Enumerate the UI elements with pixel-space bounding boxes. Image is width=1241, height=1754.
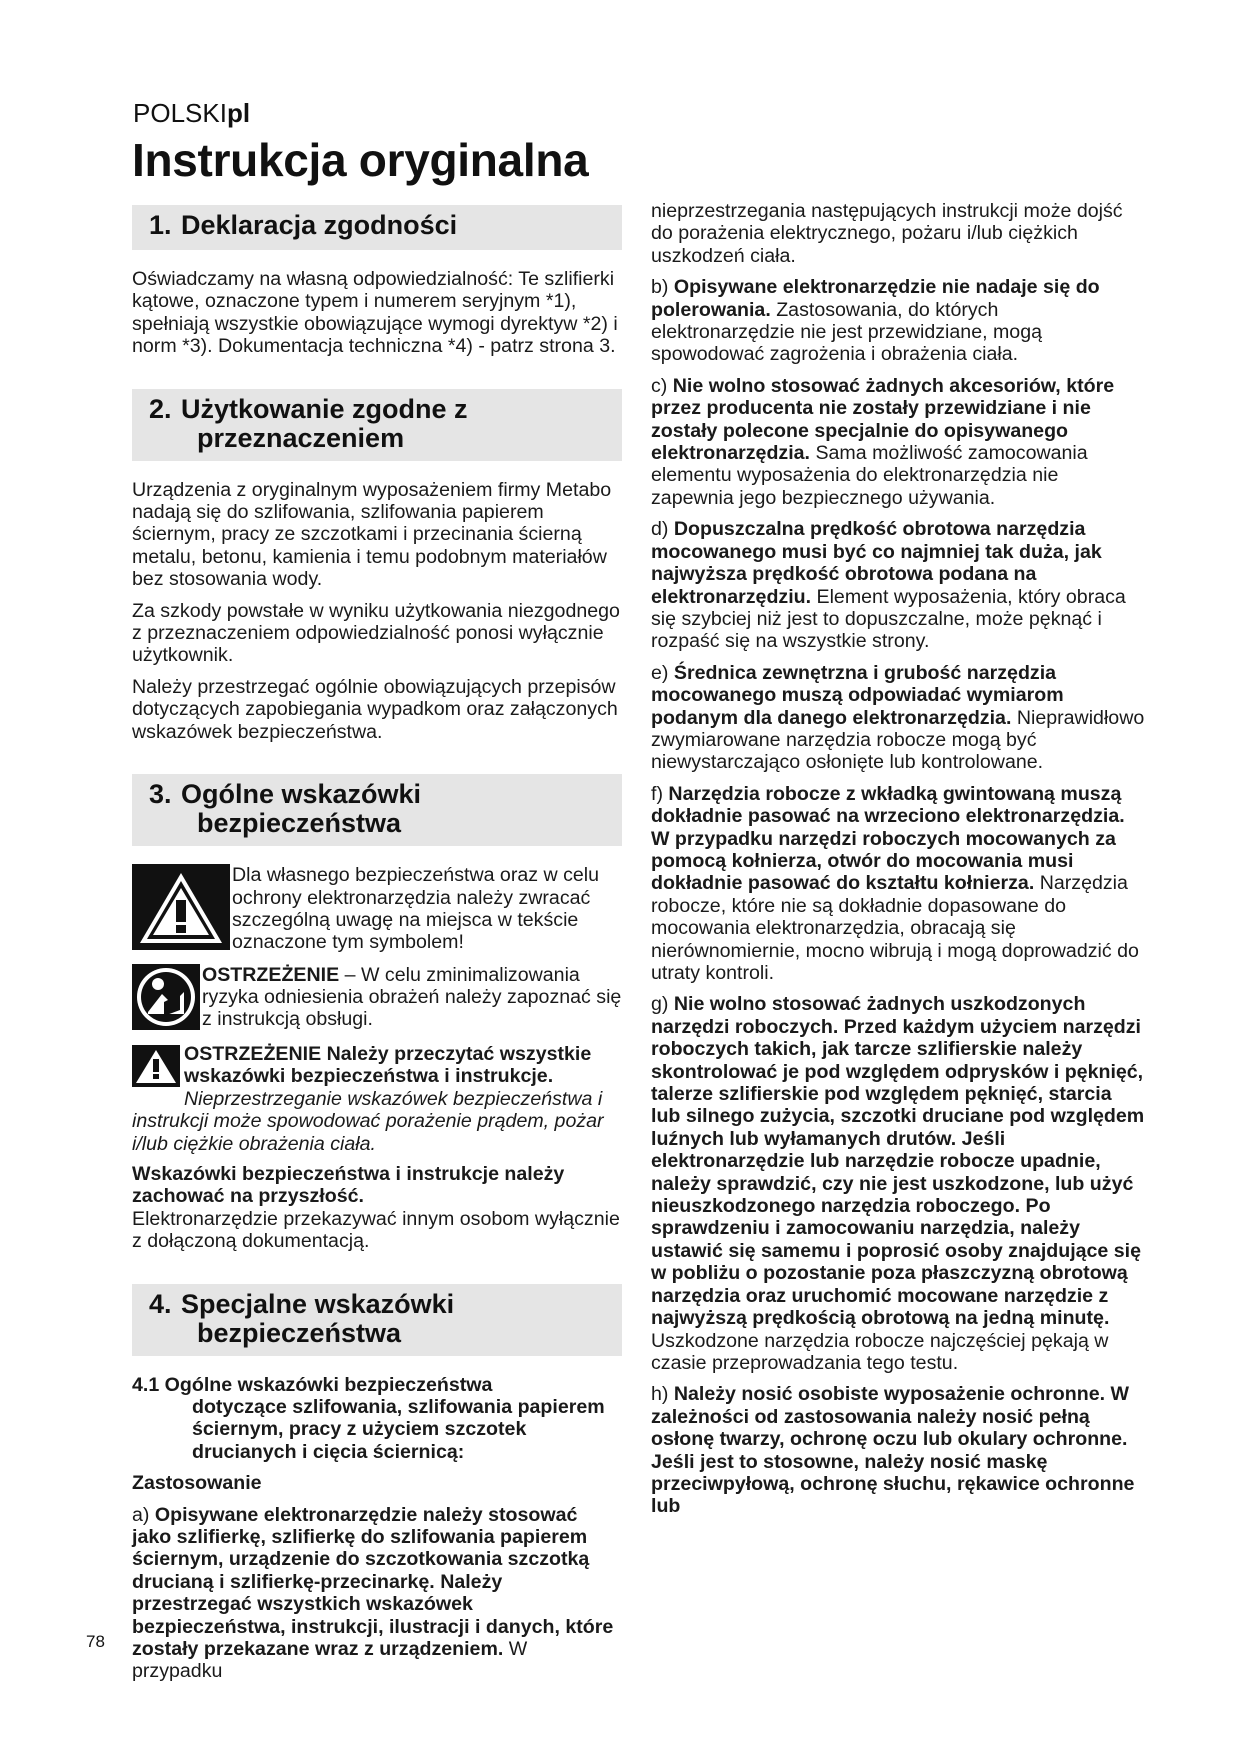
item-d: d) Dopuszczalna prędkość obrotowa narzędzia mocowanego musi być co najmniej tak duża, jak najwyższa prędkość obrotowa podana na elektronarzędziu. Element wyposażenia, który obraca się szybciej niż jest to dopuszczalne, może pęknąć i rozpaść się na wszystkie strony. bbox=[651, 518, 1126, 653]
item-f: f) Narzędzia robocze z wkładką gwintowaną muszą dokładnie pasować na wrzeciono elektronarzędzia. W przypadku narzędzi roboczych mocowanych za pomocą kołnierza, otwór do mocowania musi dokładnie pasować do kształtu kołnierza. Narzędzia robocze, które nie są dokładnie dopasowane do mocowania elektronarzędzia, obracają się nierównomiernie, mocno wibrują i mogą doprowadzić do utraty kontroli. bbox=[651, 782, 1139, 984]
read-manual-warning bbox=[132, 964, 622, 1035]
item-a: a) Opisywane elektronarzędzie należy stosować jako szlifierkę, szlifierkę do szlifowania papierem ściernym, urządzenie do szczotkowania szczotką drucianą i szlifierkę-przecinarkę. Należy przestrzegać wszystkich wskazówek bezpieczeństwa, instrukcji, ilustracji i danych, które zostały przekazane wraz z urządzeniem. W przypadku bbox=[132, 1503, 614, 1683]
subsection-heading-4-1: 4.1 Ogólne wskazówki bezpieczeństwa dotyczące szlifowania, szlifowania papierem ściernym, pracy z użyciem szczotek drucianych i cięcia ściernicą: bbox=[132, 1373, 605, 1463]
section-number: 4. bbox=[149, 1288, 172, 1319]
declaration-paragraph: Oświadczamy na własną odpowiedzialność: Te szlifierki kątowe, oznaczone typem i numerem seryjnym *1), spełniają wszystkie obowiązujące wymogi dyrektyw *2) i norm *3). Dokumentacja techniczna *4) - patrz strona 3. bbox=[132, 268, 618, 358]
item-b: b) Opisywane elektronarzędzie nie nadaje się do polerowania. Zastosowania, do których elektronarzędzie nie jest przewidziane, mogą spowodować zagrożenia i obrażenia ciała. bbox=[651, 276, 1100, 366]
read-manual-text: OSTRZEŻENIE – W celu zminimalizowania ryzyka odniesienia obrażeń należy zapoznać się z instrukcją obsługi. bbox=[202, 963, 622, 1031]
document-title: Instrukcja oryginalna bbox=[132, 134, 589, 186]
warning-symbol-note bbox=[132, 864, 622, 955]
section-title: Specjalne wskazówki bbox=[181, 1288, 455, 1319]
language-code: pl bbox=[226, 98, 251, 128]
section-heading-4 bbox=[132, 1284, 622, 1356]
liability-paragraph: Za szkody powstałe w wyniku użytkowania niezgodnego z przeznaczeniem odpowiedzialność ponosi wyłącznie użytkownik. bbox=[132, 599, 620, 667]
section-number: 1. bbox=[149, 210, 172, 240]
read-manual-icon bbox=[132, 964, 200, 1035]
regulations-paragraph: Należy przestrzegać ogólnie obowiązujących przepisów dotyczących zapobiegania wypadkom oraz załączonych wskazówek bezpieczeństwa. bbox=[132, 675, 618, 743]
application-heading: Zastosowanie bbox=[132, 1472, 262, 1495]
section-title-continued: bezpieczeństwa bbox=[197, 1317, 402, 1348]
small-warning-icon bbox=[132, 1045, 180, 1092]
warning-symbol-text: Dla własnego bezpieczeństwa oraz w celu ochrony elektronarzędzia należy zwracać szczególną uwagę na miejsca w tekście oznaczone tym symbolem! bbox=[232, 864, 600, 954]
section-title: Deklaracja zgodności bbox=[181, 210, 458, 240]
read-instructions-text: OSTRZEŻENIE Należy przeczytać wszystkie wskazówki bezpieczeństwa i instrukcje. Nieprzestrzeganie wskazówek bezpieczeństwa i instrukcji może spowodować porażenie prądem, pożar i/lub ciężkie obrażenia ciała. bbox=[132, 1042, 604, 1155]
section-title-continued: bezpieczeństwa bbox=[197, 808, 402, 839]
section-heading-2 bbox=[132, 389, 622, 461]
item-e: e) Średnica zewnętrzna i grubość narzędzia mocowanego muszą odpowiadać wymiarom podanym dla danego elektronarzędzia. Nieprawidłowo zwymiarowane narzędzia robocze mogą być niewystarczająco osłonięte lub kontrolowane. bbox=[651, 661, 1145, 774]
section-heading-1 bbox=[132, 205, 622, 250]
section-title: Ogólne wskazówki bbox=[181, 779, 422, 810]
warning-triangle-icon bbox=[132, 864, 230, 955]
section-number: 3. bbox=[149, 779, 172, 810]
intended-use-paragraph: Urządzenia z oryginalnym wyposażeniem firmy Metabo nadają się do szlifowania, szlifowania papierem ściernym, pracy ze szczotkami i przecinania ścierną metalu, betonu, kamienia i temu podobnym materiałów bez stosowania wody. bbox=[132, 478, 612, 591]
item-h: h) Należy nosić osobiste wyposażenie ochronne. W zależności od zastosowania należy nosić pełną osłonę twarzy, ochronę oczu lub okulary ochronne. Jeśli jest to stosowne, należy nosić maskę przeciwpyłową, ochronę słuchu, rękawice ochronne lub bbox=[651, 1383, 1135, 1518]
left-column bbox=[132, 205, 622, 1692]
item-c: c) Nie wolno stosować żadnych akcesoriów, które przez producenta nie zostały przewidziane i nie zostały polecone specjalnie do opisywanego elektronarzędzia. Sama możliwość zamocowania elementu wyposażenia do elektronarzędzia nie zapewnia jego bezpiecznego używania. bbox=[651, 374, 1115, 509]
page-number: 78 bbox=[86, 1632, 105, 1651]
section-title: Użytkowanie zgodne z bbox=[181, 393, 468, 424]
right-column bbox=[651, 200, 1146, 1527]
keep-instructions-paragraph: Wskazówki bezpieczeństwa i instrukcje należy zachować na przyszłość. Elektronarzędzie przekazywać innym osobom wyłącznie z dołączoną dokumentacją. bbox=[132, 1162, 620, 1253]
language-name: POLSKI bbox=[133, 98, 227, 128]
section-title-continued: przeznaczeniem bbox=[197, 422, 405, 453]
continued-paragraph: nieprzestrzegania następujących instrukcji może dojść do porażenia elektrycznego, pożaru i/lub ciężkich uszkodzeń ciała. bbox=[651, 200, 1123, 267]
item-g: g) Nie wolno stosować żadnych uszkodzonych narzędzi roboczych. Przed każdym użyciem narzędzi roboczych takich, jak tarcze szlifierskie należy skontrolować je pod względem odprysków i pęknięć, talerze szlifierskie pod względem pęknięć, starcia lub silnego zużycia, szczotki druciane pod względem luźnych lub wyłamanych drutów. Jeśli elektronarzędzie lub narzędzie robocze upadnie, należy sprawdzić, czy nie jest uszkodzone, lub użyć nieuszkodzonego narzędzia roboczego. Po sprawdzeniu i zamocowaniu narzędzia, należy ustawić się samemu i poprosić osoby znajdujące się w pobliżu o pozostanie poza płaszczyzną obrotową narzędzia oraz uruchomić mocowane narzędzie z najwyższą prędkością obrotową na jedną minutę. Uszkodzone narzędzia robocze najczęściej pękają w czasie przeprowadzania tego testu. bbox=[651, 993, 1145, 1374]
language-label bbox=[133, 98, 250, 129]
read-instructions-warning bbox=[132, 1043, 622, 1155]
section-heading-3 bbox=[132, 774, 622, 846]
section-number: 2. bbox=[149, 393, 172, 424]
